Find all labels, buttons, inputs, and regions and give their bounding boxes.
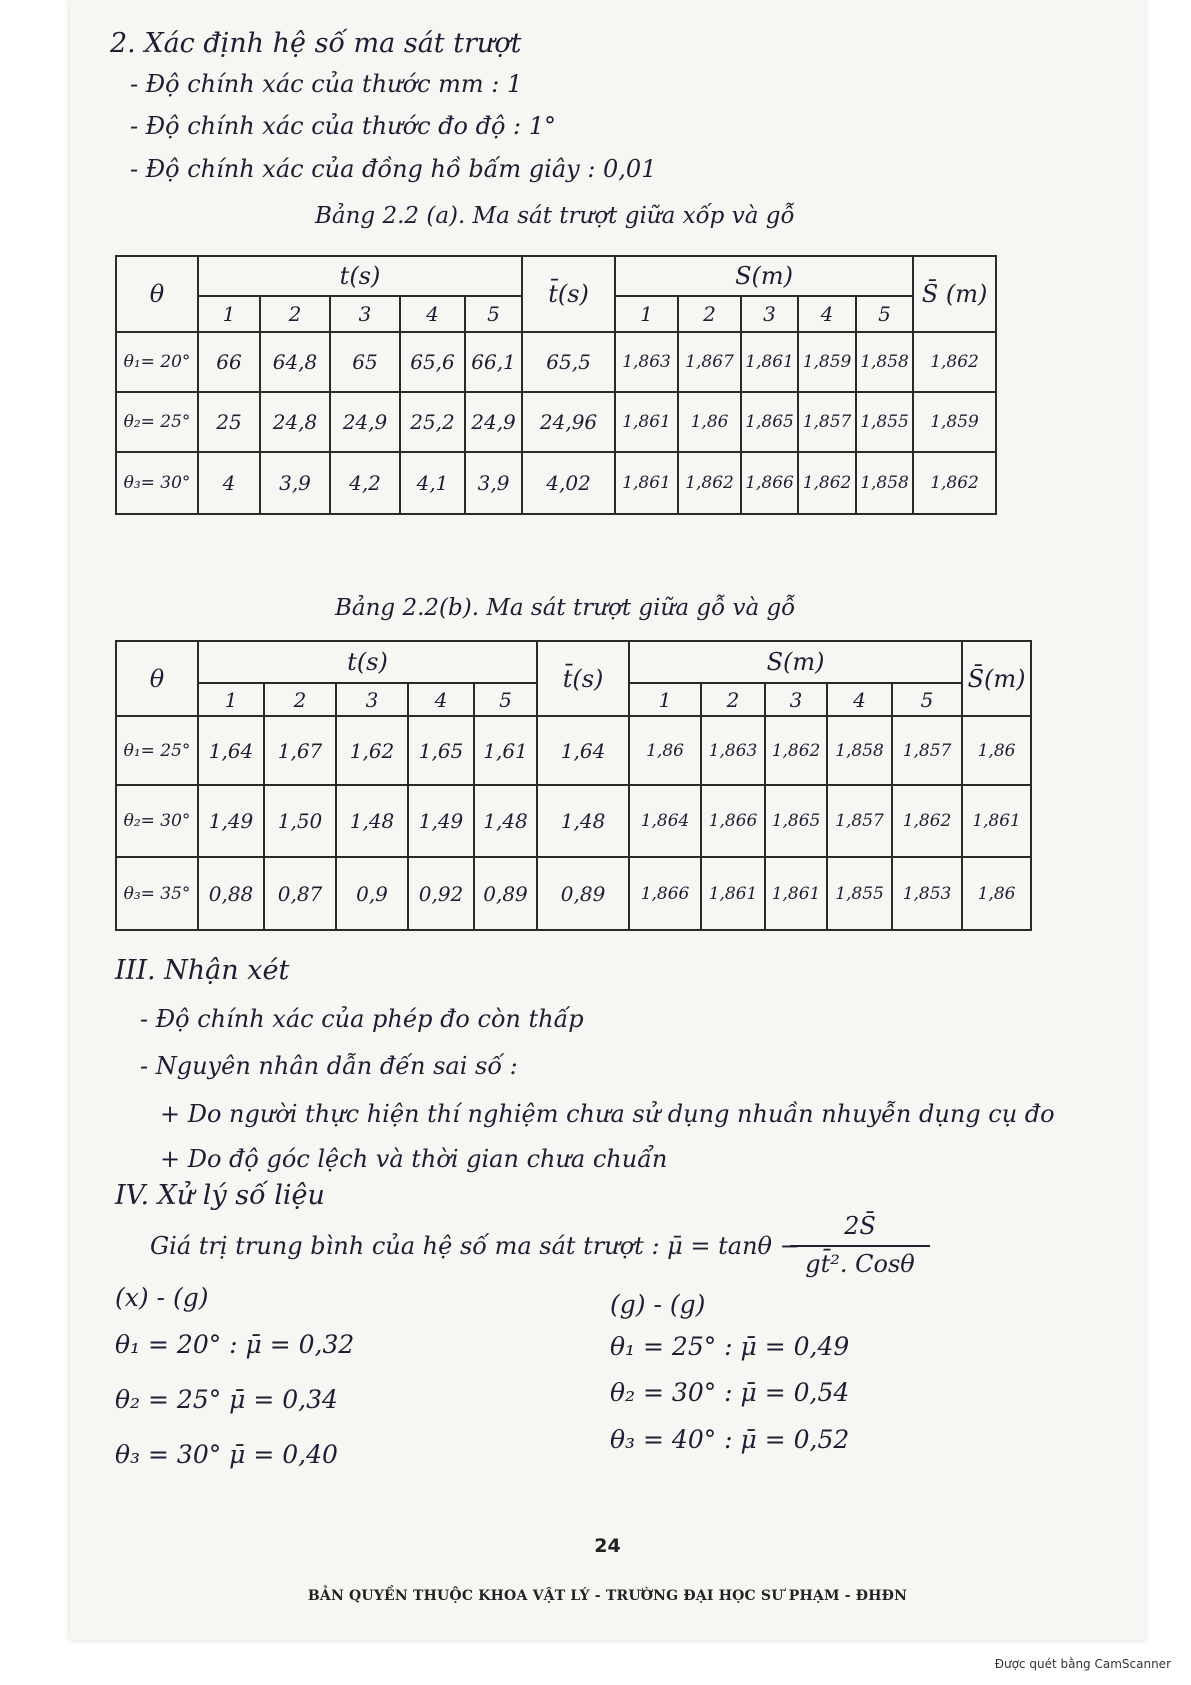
formula-numerator: 2S̄ bbox=[844, 1212, 876, 1240]
row-theta: θ₃= 30° bbox=[116, 452, 198, 514]
table-row bbox=[116, 785, 1031, 857]
cell-s: 1,858 bbox=[856, 332, 913, 392]
cell-t: 25,2 bbox=[400, 392, 465, 452]
precision-stopwatch: - Độ chính xác của đồng hồ bấm giây : 0,01 bbox=[130, 155, 657, 183]
formula-text: Giá trị trung bình của hệ số ma sát trượt : μ̄ = tanθ − bbox=[150, 1232, 800, 1260]
precision-protractor: - Độ chính xác của thước đo độ : 1° bbox=[130, 112, 556, 140]
header-theta: θ bbox=[116, 256, 198, 332]
cell-s: 1,865 bbox=[741, 392, 798, 452]
cell-s: 1,867 bbox=[678, 332, 741, 392]
header-tbar: t̄(s) bbox=[522, 256, 615, 332]
cell-t: 1,48 bbox=[474, 785, 537, 857]
header-s-2: 2 bbox=[701, 683, 765, 716]
fraction-bar bbox=[790, 1245, 930, 1247]
cell-t: 1,62 bbox=[336, 716, 408, 785]
cell-t: 24,8 bbox=[260, 392, 330, 452]
cell-s: 1,861 bbox=[741, 332, 798, 392]
header-t-1: 1 bbox=[198, 296, 260, 332]
cell-t: 0,9 bbox=[336, 857, 408, 930]
cell-sbar: 1,862 bbox=[913, 332, 996, 392]
right-result-3: θ₃ = 40° : μ̄ = 0,52 bbox=[610, 1425, 850, 1454]
cell-t: 25 bbox=[198, 392, 260, 452]
row-theta: θ₃= 35° bbox=[116, 857, 198, 930]
page-number: 24 bbox=[594, 1535, 621, 1557]
cell-t: 0,87 bbox=[264, 857, 336, 930]
cell-s: 1,862 bbox=[678, 452, 741, 514]
cell-tbar: 65,5 bbox=[522, 332, 615, 392]
cell-s: 1,861 bbox=[701, 857, 765, 930]
cell-t: 0,89 bbox=[474, 857, 537, 930]
cell-t: 4,1 bbox=[400, 452, 465, 514]
cell-t: 4,2 bbox=[330, 452, 400, 514]
header-t: t(s) bbox=[198, 256, 522, 296]
cell-t: 0,92 bbox=[408, 857, 474, 930]
header-t-1: 1 bbox=[198, 683, 264, 716]
remark-precision: - Độ chính xác của phép đo còn thấp bbox=[140, 1005, 584, 1033]
cell-s: 1,857 bbox=[827, 785, 892, 857]
precision-ruler: - Độ chính xác của thước mm : 1 bbox=[130, 70, 523, 98]
remark-cause-1: + Do người thực hiện thí nghiệm chưa sử dụng nhuần nhuyễn dụng cụ đo bbox=[160, 1100, 1055, 1128]
header-t-3: 3 bbox=[330, 296, 400, 332]
document-page bbox=[70, 0, 1145, 1640]
cell-s: 1,865 bbox=[765, 785, 827, 857]
cell-s: 1,853 bbox=[892, 857, 962, 930]
header-s: S(m) bbox=[629, 641, 962, 683]
header-s-2: 2 bbox=[678, 296, 741, 332]
cell-s: 1,866 bbox=[629, 857, 701, 930]
table-row bbox=[116, 332, 996, 392]
cell-s: 1,861 bbox=[615, 452, 678, 514]
cell-t: 66,1 bbox=[465, 332, 522, 392]
cell-t: 24,9 bbox=[330, 392, 400, 452]
header-sbar: S̄(m) bbox=[962, 641, 1031, 716]
remark-cause-2: + Do độ góc lệch và thời gian chưa chuẩn bbox=[160, 1145, 668, 1173]
header-t-4: 4 bbox=[400, 296, 465, 332]
cell-s: 1,863 bbox=[701, 716, 765, 785]
cell-s: 1,86 bbox=[678, 392, 741, 452]
table-row bbox=[116, 857, 1031, 930]
header-tbar: t̄(s) bbox=[537, 641, 629, 716]
cell-tbar: 1,48 bbox=[537, 785, 629, 857]
cell-s: 1,855 bbox=[827, 857, 892, 930]
header-s-1: 1 bbox=[629, 683, 701, 716]
cell-s: 1,859 bbox=[798, 332, 856, 392]
header-t-5: 5 bbox=[474, 683, 537, 716]
header-t-4: 4 bbox=[408, 683, 474, 716]
row-theta: θ₁= 20° bbox=[116, 332, 198, 392]
left-result-3: θ₃ = 30° μ̄ = 0,40 bbox=[115, 1440, 338, 1469]
cell-t: 4 bbox=[198, 452, 260, 514]
cell-t: 0,88 bbox=[198, 857, 264, 930]
cell-s: 1,858 bbox=[856, 452, 913, 514]
table-row bbox=[116, 392, 996, 452]
left-result-2: θ₂ = 25° μ̄ = 0,34 bbox=[115, 1385, 338, 1414]
scanner-watermark: Được quét bằng CamScanner bbox=[994, 1657, 1171, 1671]
cell-t: 64,8 bbox=[260, 332, 330, 392]
cell-tbar: 24,96 bbox=[522, 392, 615, 452]
cell-t: 65 bbox=[330, 332, 400, 392]
cell-t: 3,9 bbox=[260, 452, 330, 514]
cell-t: 3,9 bbox=[465, 452, 522, 514]
table-row bbox=[116, 716, 1031, 785]
cell-s: 1,862 bbox=[798, 452, 856, 514]
section-4-title: IV. Xử lý số liệu bbox=[115, 1180, 325, 1211]
cell-t: 24,9 bbox=[465, 392, 522, 452]
header-s: S(m) bbox=[615, 256, 913, 296]
header-t-3: 3 bbox=[336, 683, 408, 716]
cell-sbar: 1,862 bbox=[913, 452, 996, 514]
header-t-2: 2 bbox=[264, 683, 336, 716]
header-sbar: S̄ (m) bbox=[913, 256, 996, 332]
cell-sbar: 1,861 bbox=[962, 785, 1031, 857]
cell-t: 1,49 bbox=[198, 785, 264, 857]
cell-sbar: 1,86 bbox=[962, 857, 1031, 930]
cell-t: 1,61 bbox=[474, 716, 537, 785]
table-b-caption: Bảng 2.2(b). Ma sát trượt giữa gỗ và gỗ bbox=[335, 595, 796, 621]
left-heading: (x) - (g) bbox=[115, 1283, 209, 1312]
cell-tbar: 1,64 bbox=[537, 716, 629, 785]
header-theta: θ bbox=[116, 641, 198, 716]
cell-sbar: 1,86 bbox=[962, 716, 1031, 785]
table-row bbox=[116, 452, 996, 514]
left-result-1: θ₁ = 20° : μ̄ = 0,32 bbox=[115, 1330, 355, 1359]
cell-t: 1,64 bbox=[198, 716, 264, 785]
header-s-3: 3 bbox=[765, 683, 827, 716]
header-s-5: 5 bbox=[856, 296, 913, 332]
cell-s: 1,862 bbox=[892, 785, 962, 857]
cell-t: 66 bbox=[198, 332, 260, 392]
right-heading: (g) - (g) bbox=[610, 1290, 706, 1319]
cell-t: 1,49 bbox=[408, 785, 474, 857]
cell-t: 1,48 bbox=[336, 785, 408, 857]
right-result-2: θ₂ = 30° : μ̄ = 0,54 bbox=[610, 1378, 850, 1407]
row-theta: θ₁= 25° bbox=[116, 716, 198, 785]
section-3-title: III. Nhận xét bbox=[115, 955, 290, 986]
section-2-title: 2. Xác định hệ số ma sát trượt bbox=[110, 28, 522, 59]
cell-t: 65,6 bbox=[400, 332, 465, 392]
cell-t: 1,67 bbox=[264, 716, 336, 785]
cell-sbar: 1,859 bbox=[913, 392, 996, 452]
cell-s: 1,861 bbox=[615, 392, 678, 452]
header-s-4: 4 bbox=[798, 296, 856, 332]
row-theta: θ₂= 25° bbox=[116, 392, 198, 452]
header-s-5: 5 bbox=[892, 683, 962, 716]
header-t-2: 2 bbox=[260, 296, 330, 332]
header-s-4: 4 bbox=[827, 683, 892, 716]
cell-s: 1,864 bbox=[629, 785, 701, 857]
header-s-3: 3 bbox=[741, 296, 798, 332]
cell-s: 1,857 bbox=[798, 392, 856, 452]
cell-s: 1,858 bbox=[827, 716, 892, 785]
cell-s: 1,863 bbox=[615, 332, 678, 392]
cell-tbar: 4,02 bbox=[522, 452, 615, 514]
formula-denominator: gt̄². Cosθ bbox=[805, 1250, 915, 1278]
cell-s: 1,861 bbox=[765, 857, 827, 930]
header-s-1: 1 bbox=[615, 296, 678, 332]
table-a bbox=[115, 255, 997, 515]
cell-s: 1,857 bbox=[892, 716, 962, 785]
right-result-1: θ₁ = 25° : μ̄ = 0,49 bbox=[610, 1332, 850, 1361]
cell-s: 1,86 bbox=[629, 716, 701, 785]
row-theta: θ₂= 30° bbox=[116, 785, 198, 857]
table-b bbox=[115, 640, 1032, 931]
cell-s: 1,866 bbox=[741, 452, 798, 514]
cell-t: 1,65 bbox=[408, 716, 474, 785]
remark-causes: - Nguyên nhân dẫn đến sai số : bbox=[140, 1052, 518, 1080]
copyright-footer: BẢN QUYỀN THUỘC KHOA VẬT LÝ - TRƯỜNG ĐẠI HỌC SƯ PHẠM - ĐHĐN bbox=[307, 1588, 908, 1604]
cell-s: 1,866 bbox=[701, 785, 765, 857]
header-t-5: 5 bbox=[465, 296, 522, 332]
cell-s: 1,862 bbox=[765, 716, 827, 785]
cell-t: 1,50 bbox=[264, 785, 336, 857]
cell-s: 1,855 bbox=[856, 392, 913, 452]
table-a-caption: Bảng 2.2 (a). Ma sát trượt giữa xốp và gỗ bbox=[315, 203, 795, 229]
header-t: t(s) bbox=[198, 641, 537, 683]
cell-tbar: 0,89 bbox=[537, 857, 629, 930]
